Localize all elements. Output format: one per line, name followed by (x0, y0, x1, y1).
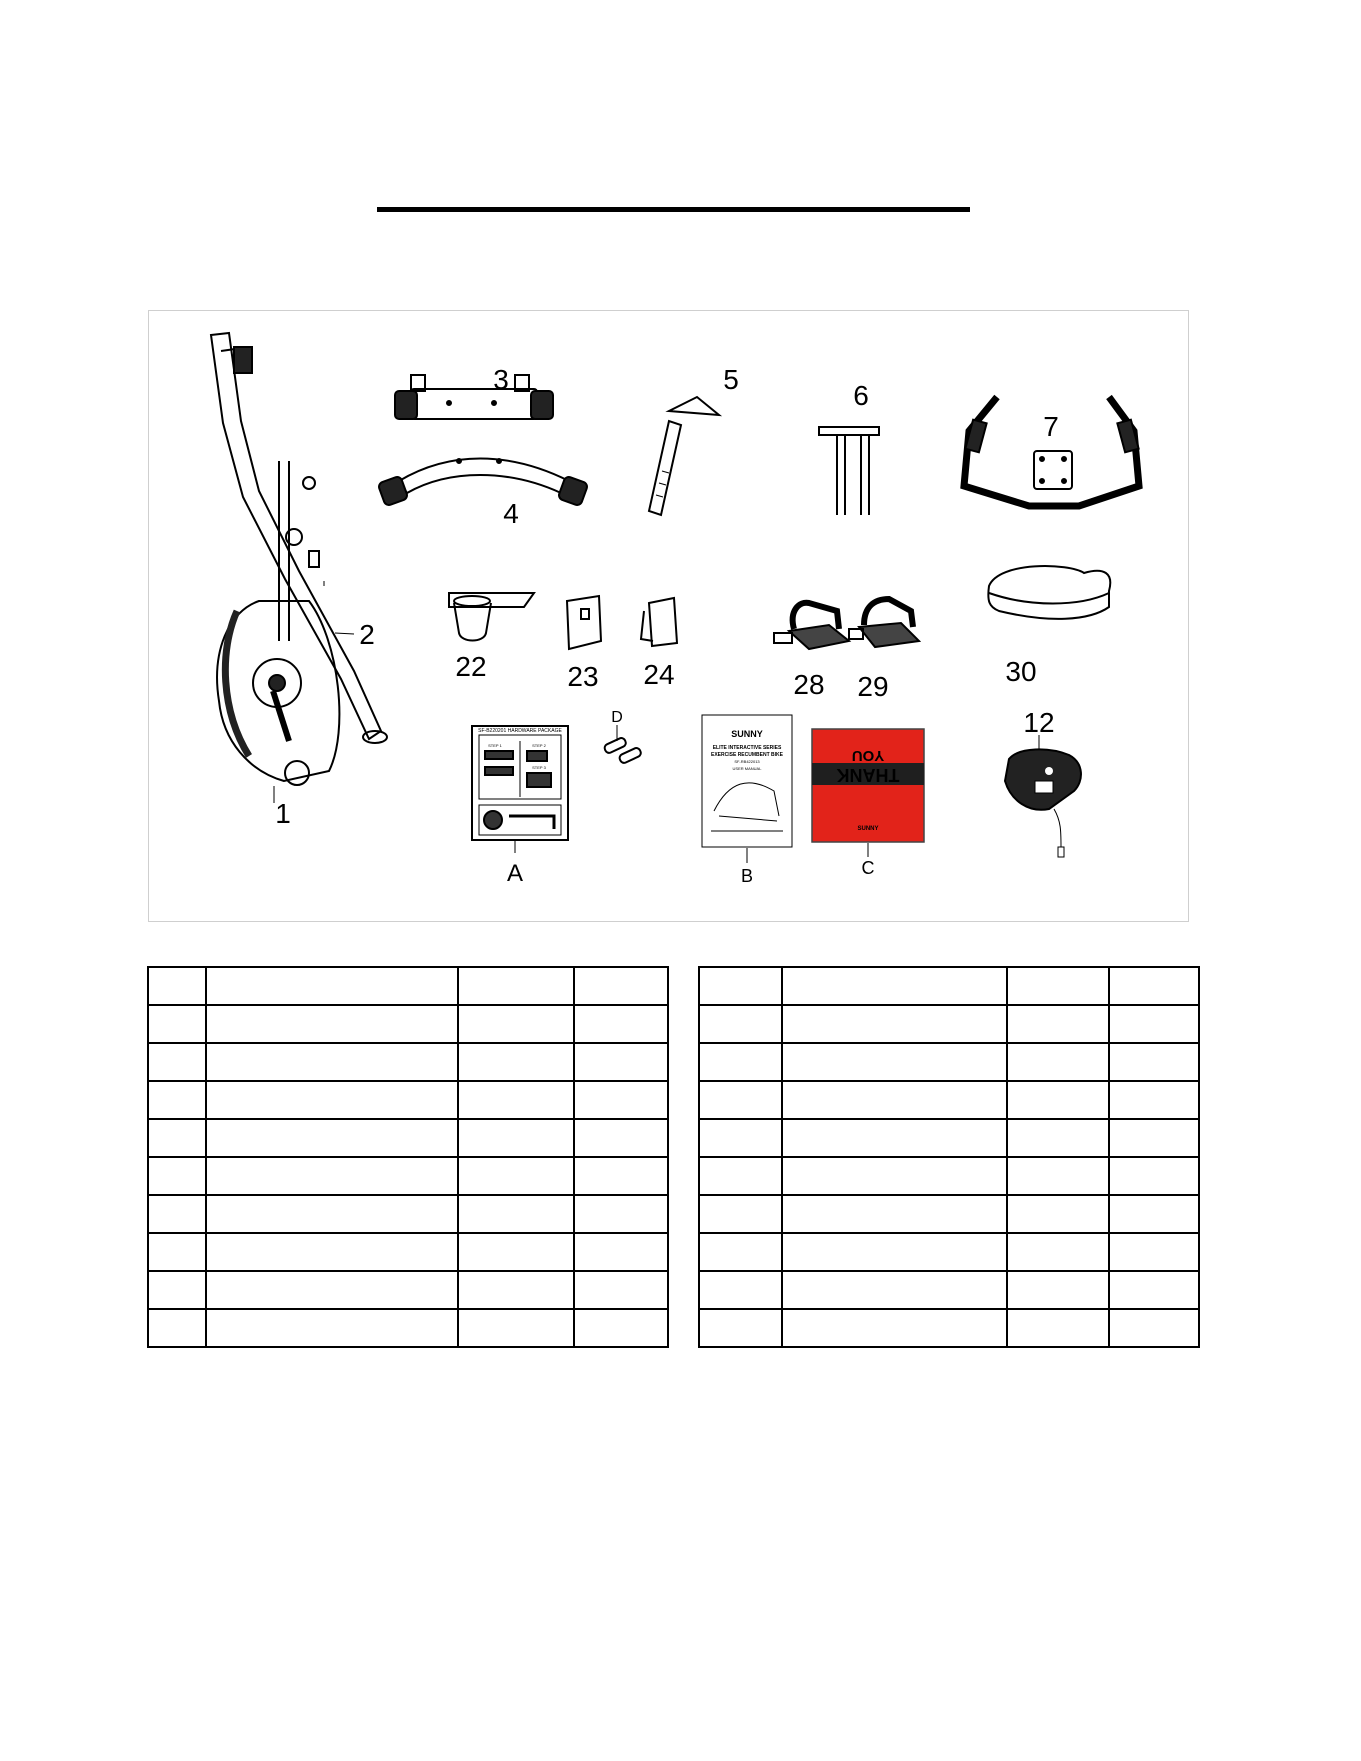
manual-line4: USER MANUAL (732, 766, 762, 771)
table-cell (699, 1195, 782, 1233)
callout-6: 6 (853, 380, 869, 411)
seat-illustration (988, 566, 1110, 619)
table-cell (1109, 1157, 1199, 1195)
table-cell (699, 1309, 782, 1347)
table-cell (1109, 1309, 1199, 1347)
table-cell (458, 1043, 574, 1081)
callout-24: 24 (643, 659, 675, 690)
table-cell (782, 967, 1007, 1005)
table-cell (699, 1119, 782, 1157)
table-cell (148, 1233, 206, 1271)
manual-line2: EXERCISE RECUMBENT BIKE (711, 752, 783, 758)
user-manual-illustration (702, 715, 792, 847)
callout-1: 1 (275, 798, 291, 829)
table-cell (699, 1081, 782, 1119)
bottle-holder-illustration (449, 593, 534, 641)
table-cell (148, 1119, 206, 1157)
table-row (148, 1157, 668, 1195)
table-cell (1007, 1119, 1109, 1157)
table-row (699, 1043, 1199, 1081)
table-cell (458, 1271, 574, 1309)
table-cell (1109, 1195, 1199, 1233)
hardware-card-step2: STEP 2 (532, 743, 546, 748)
table-cell (782, 1233, 1007, 1271)
table-cell (1109, 1119, 1199, 1157)
table-cell (206, 1195, 458, 1233)
table-cell (1007, 1233, 1109, 1271)
table-cell (1007, 1157, 1109, 1195)
rear-stabilizer-illustration (395, 375, 553, 419)
table-row (148, 1195, 668, 1233)
thank-you-card-illustration (812, 729, 924, 842)
batteries-illustration (603, 737, 642, 764)
table-row (148, 1233, 668, 1271)
table-cell (782, 1309, 1007, 1347)
table-cell (574, 1119, 668, 1157)
table-cell (458, 1119, 574, 1157)
table-cell (206, 1119, 458, 1157)
table-cell (1007, 1043, 1109, 1081)
table-cell (574, 1271, 668, 1309)
table-cell (458, 1157, 574, 1195)
callout-2: 2 (359, 619, 375, 650)
callout-3: 3 (493, 364, 509, 395)
callout-c: C (861, 858, 875, 878)
callout-a: A (506, 860, 524, 887)
frame-tube-illustration (211, 333, 387, 743)
table-cell (148, 1271, 206, 1309)
table-cell (148, 967, 206, 1005)
parts-figure (148, 310, 1189, 922)
manual-brand: SUNNY (731, 729, 763, 739)
table-cell (574, 1005, 668, 1043)
table-cell (574, 1309, 668, 1347)
callout-29: 29 (857, 671, 889, 702)
table-row (699, 967, 1199, 1005)
table-row (699, 1119, 1199, 1157)
table-row (148, 1005, 668, 1043)
flywheel-housing-illustration (217, 461, 339, 803)
table-row (699, 1005, 1199, 1043)
table-cell (782, 1043, 1007, 1081)
table-cell (458, 967, 574, 1005)
title-rule (377, 207, 970, 212)
table-cell (574, 967, 668, 1005)
table-cell (699, 1233, 782, 1271)
table-cell (206, 1081, 458, 1119)
thank-you-brand: SUNNY (857, 826, 879, 832)
table-cell (458, 1309, 574, 1347)
table-cell (1007, 1081, 1109, 1119)
table-cell (782, 1157, 1007, 1195)
table-cell (574, 1081, 668, 1119)
table-cell (1109, 1081, 1199, 1119)
callout-23: 23 (567, 661, 599, 692)
table-cell (458, 1195, 574, 1233)
table-row (699, 1309, 1199, 1347)
bracket-23-illustration (567, 596, 601, 649)
table-cell (782, 1195, 1007, 1233)
table-cell (782, 1119, 1007, 1157)
parts-illustration (149, 311, 1190, 923)
hardware-card-step1: STEP 1 (488, 743, 502, 748)
table-cell (699, 1157, 782, 1195)
table-cell (699, 967, 782, 1005)
table-row (148, 1081, 668, 1119)
table-cell (782, 1005, 1007, 1043)
callout-30: 30 (1005, 656, 1037, 687)
hardware-card-header: SF-B220201 HARDWARE PACKAGE (478, 728, 562, 734)
manual-line1: ELITE INTERACTIVE SERIES (712, 745, 782, 751)
table-cell (148, 1081, 206, 1119)
table-cell (1007, 1309, 1109, 1347)
table-cell (148, 1005, 206, 1043)
table-row (699, 1195, 1199, 1233)
callout-5: 5 (723, 364, 739, 395)
table-cell (1007, 1005, 1109, 1043)
table-cell (458, 1233, 574, 1271)
hardware-card-illustration (472, 726, 568, 840)
table-row (148, 1043, 668, 1081)
table-cell (1007, 967, 1109, 1005)
table-cell (1109, 1233, 1199, 1271)
table-row (148, 1271, 668, 1309)
callout-28: 28 (793, 669, 825, 700)
table-row (699, 1271, 1199, 1309)
pedal-left-illustration (774, 603, 849, 649)
table-row (699, 1081, 1199, 1119)
table-cell (148, 1043, 206, 1081)
table-cell (148, 1195, 206, 1233)
front-stabilizer-illustration (378, 459, 589, 507)
callout-4: 4 (503, 498, 519, 529)
table-cell (1109, 967, 1199, 1005)
thank-you-word1: THANK (836, 765, 900, 785)
callout-b: B (740, 866, 754, 886)
thank-you-word2: YOU (851, 747, 885, 764)
table-cell (699, 1271, 782, 1309)
table-cell (1109, 1043, 1199, 1081)
callout-22: 22 (455, 651, 487, 682)
parts-table-left (147, 966, 669, 1348)
table-cell (574, 1157, 668, 1195)
clip-24-illustration (641, 598, 677, 646)
table-cell (574, 1195, 668, 1233)
table-cell (699, 1043, 782, 1081)
table-cell (1007, 1271, 1109, 1309)
table-row (148, 1119, 668, 1157)
table-row (699, 1233, 1199, 1271)
manual-line3: SF-RB422013 (734, 759, 760, 764)
table-cell (148, 1309, 206, 1347)
table-cell (206, 1271, 458, 1309)
table-cell (206, 1309, 458, 1347)
console-illustration (1005, 749, 1081, 857)
table-cell (1007, 1195, 1109, 1233)
seat-post-illustration (649, 397, 719, 515)
callout-d: D (611, 709, 623, 726)
pedal-right-illustration (849, 599, 919, 647)
table-cell (148, 1157, 206, 1195)
table-cell (206, 1005, 458, 1043)
table-cell (206, 967, 458, 1005)
handlebar-post-illustration (819, 427, 879, 515)
table-cell (782, 1081, 1007, 1119)
table-cell (1109, 1271, 1199, 1309)
table-row (699, 1157, 1199, 1195)
table-cell (1109, 1005, 1199, 1043)
table-cell (206, 1043, 458, 1081)
table-cell (206, 1157, 458, 1195)
table-cell (782, 1271, 1007, 1309)
table-row (148, 1309, 668, 1347)
table-cell (458, 1081, 574, 1119)
table-cell (699, 1005, 782, 1043)
hardware-card-step3: STEP 3 (532, 765, 546, 770)
parts-table-right (698, 966, 1200, 1348)
table-cell (206, 1233, 458, 1271)
table-cell (458, 1005, 574, 1043)
table-cell (574, 1043, 668, 1081)
table-cell (574, 1233, 668, 1271)
table-row (148, 967, 668, 1005)
callout-12: 12 (1023, 707, 1055, 738)
callout-7: 7 (1043, 411, 1059, 442)
